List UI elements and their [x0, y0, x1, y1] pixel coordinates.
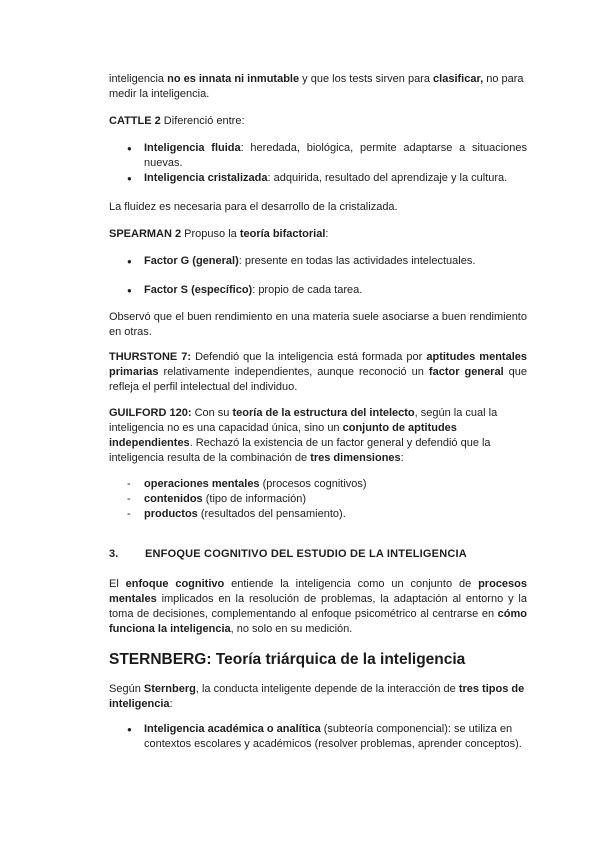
- paragraph-guilford: GUILFORD 120: Con su teoría de la estructura del intelecto, según la cual la inteligencia no es una capacidad única, sino un conjunto de aptitudes independientes. Rechazó la existencia de un factor general y defendió que la inteligencia resulta de la combinación de tres dimensiones:: [109, 407, 498, 464]
- factor-s-list: [109, 283, 527, 298]
- paragraph-sternberg: Según Sternberg, la conducta inteligente depende de la interacción de tres tipos de inteligencia:: [109, 683, 525, 710]
- paragraph-fluidez: La fluidez es necesaria para el desarrollo de la cristalizada.: [109, 201, 398, 213]
- list-item: ● Factor G (general): presente en todas las actividades intelectuales.: [109, 254, 527, 269]
- list-item: ● Factor S (específico): propio de cada tarea.: [109, 283, 527, 298]
- factor-g-list: [109, 254, 527, 269]
- paragraph-cattle: CATTLE 2 Diferenció entre:: [109, 115, 245, 127]
- list-item: - operaciones mentales (procesos cognitivos): [109, 477, 527, 492]
- section-number: 3.: [109, 548, 119, 560]
- paragraph-intro: inteligencia no es innata ni inmutable y que los tests sirven para clasificar, no para medir la inteligencia.: [109, 73, 524, 100]
- sternberg-heading: STERNBERG: Teoría triárquica de la inteligencia: [109, 651, 466, 668]
- list-item: - contenidos (tipo de información): [109, 492, 527, 507]
- sternberg-list: [109, 722, 527, 752]
- paragraph-observo: Observó que el buen rendimiento en una materia suele asociarse a buen rendimiento en otras.: [109, 311, 527, 338]
- section-title: ENFOQUE COGNITIVO DEL ESTUDIO DE LA INTELIGENCIA: [145, 548, 467, 560]
- paragraph-thurstone: THURSTONE 7: Defendió que la inteligencia está formada por aptitudes mentales primarias relativamente independientes, aunque reconoció un factor general que refleja el perfil intelectual del individuo.: [109, 351, 527, 393]
- list-item: ● Inteligencia académica o analítica (subteoría componencial): se utiliza en contextos escolares y académicos (resolver problemas, aprender conceptos).: [109, 722, 527, 752]
- list-item: ● Inteligencia fluida: heredada, biológica, permite adaptarse a situaciones nuevas.: [109, 141, 527, 171]
- list-item: - productos (resultados del pensamiento).: [109, 507, 527, 522]
- guilford-list: [109, 477, 527, 522]
- paragraph-spearman: SPEARMAN 2 Propuso la teoría bifactorial:: [109, 228, 329, 240]
- paragraph-cognitivo: El enfoque cognitivo entiende la inteligencia como un conjunto de procesos mentales implicados en la resolución de problemas, la adaptación al entorno y la toma de decisiones, complementando al enfoque psicométrico al centrarse en cómo funciona la inteligencia, no solo en su medición.: [109, 578, 527, 635]
- cattle-list: [109, 141, 527, 186]
- list-item: ● Inteligencia cristalizada: adquirida, resultado del aprendizaje y la cultura.: [109, 171, 527, 186]
